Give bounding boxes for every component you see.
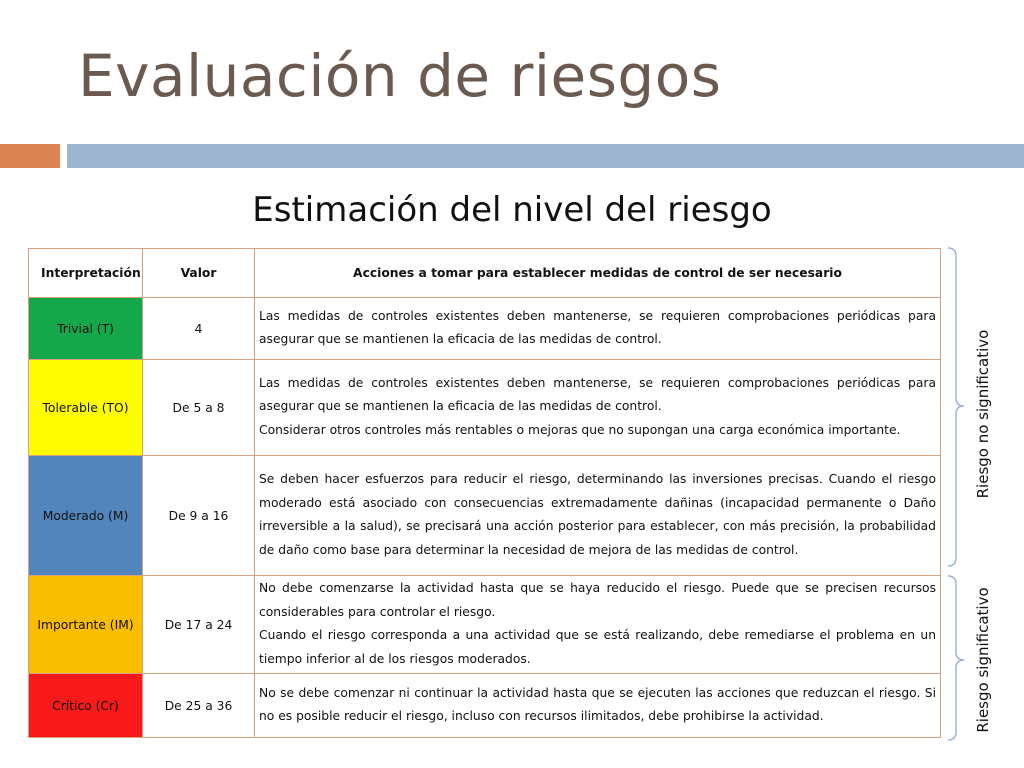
level-cell: Trivial (T) [29, 298, 143, 360]
value-cell: De 9 a 16 [143, 456, 255, 576]
action-text: Cuando el riesgo corresponda a una actividad que se está realizando, debe remediarse el problema en un tiempo inferior al de los riesgos moderados. [259, 628, 936, 666]
actions-cell [255, 456, 941, 576]
accent-bar-orange [0, 144, 60, 168]
level-cell: Tolerable (TO) [29, 360, 143, 456]
slide-subtitle: Estimación del nivel del riesgo [252, 190, 772, 230]
table-row [29, 298, 941, 360]
value-cell: De 25 a 36 [143, 674, 255, 738]
level-cell: Importante (IM) [29, 576, 143, 674]
risk-group-braces [946, 246, 970, 746]
table-row [29, 456, 941, 576]
action-text: No debe comenzarse la actividad hasta que se haya reducido el riesgo. Puede que se precisen recursos considerables para controlar el riesgo. [259, 581, 936, 619]
table-row [29, 576, 941, 674]
actions-cell [255, 674, 941, 738]
table-row [29, 360, 941, 456]
action-text: No se debe comenzar ni continuar la actividad hasta que se ejecuten las acciones que reduzcan el riesgo. Si no es posible reducir el riesgo, incluso con recursos ilimitados, debe prohibirse la actividad. [259, 685, 936, 723]
value-cell: De 17 a 24 [143, 576, 255, 674]
label-riesgo-no-significativo: Riesgo no significativo [974, 329, 992, 499]
table-row [29, 674, 941, 738]
level-cell: Moderado (M) [29, 456, 143, 576]
header-acciones: Acciones a tomar para establecer medidas de control de ser necesario [255, 249, 941, 298]
label-riesgo-significativo: Riesgo significativo [974, 587, 992, 733]
actions-cell [255, 576, 941, 674]
risk-level-table [28, 248, 941, 738]
action-text: Considerar otros controles más rentables o mejoras que no supongan una carga económica importante. [259, 422, 901, 437]
brace-no-significativo [948, 248, 964, 566]
brace-significativo [948, 576, 964, 740]
table-header-row [29, 249, 941, 298]
actions-cell [255, 360, 941, 456]
level-cell: Crítico (Cr) [29, 674, 143, 738]
action-text: Las medidas de controles existentes deben mantenerse, se requieren comprobaciones periódicas para asegurar que se mantienen la eficacia de las medidas de control. [259, 375, 936, 414]
value-cell: De 5 a 8 [143, 360, 255, 456]
actions-cell [255, 298, 941, 360]
value-cell: 4 [143, 298, 255, 360]
action-text: Se deben hacer esfuerzos para reducir el riesgo, determinando las inversiones precisas. Cuando el riesgo moderado está asociado con consecuencias extremadamente dañinas (incapacidad permanente o Daño irreversible a la salud), se precisará una acción posterior para establecer, con más precisión, la probabilidad de daño como base para determinar la necesidad de mejora de las medidas de control. [259, 472, 936, 557]
header-valor: Valor [143, 249, 255, 298]
header-interpretacion: Interpretación [29, 249, 143, 298]
slide-title: Evaluación de riesgos [78, 42, 722, 110]
accent-bar-blue [67, 144, 1024, 168]
action-text: Las medidas de controles existentes deben mantenerse, se requieren comprobaciones periódicas para asegurar que se mantienen la eficacia de las medidas de control. [259, 308, 936, 346]
